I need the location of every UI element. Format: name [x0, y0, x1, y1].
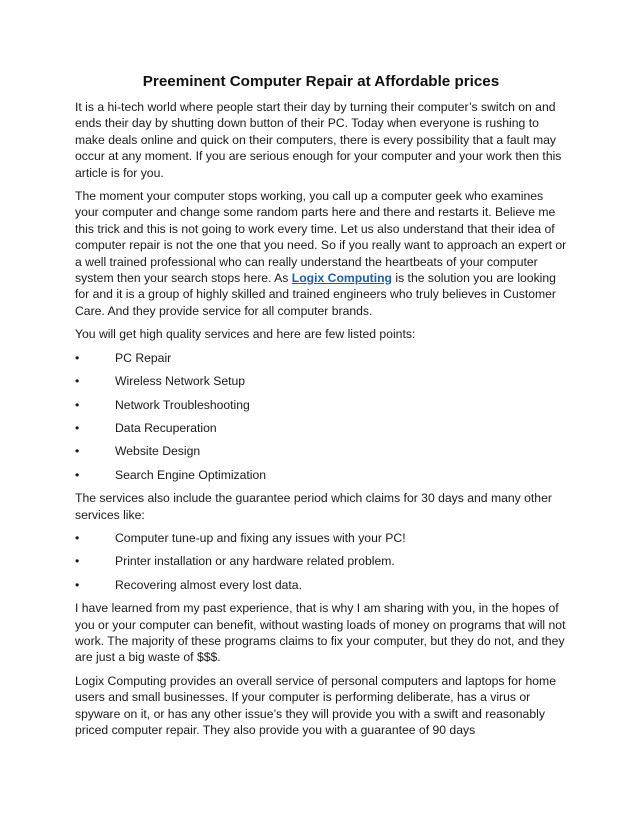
- list-item: [75, 530, 567, 546]
- bullet-icon: •: [75, 577, 80, 592]
- list-item: [75, 443, 567, 459]
- list-item-label: Recovering almost every lost data.: [115, 577, 302, 592]
- document-page: [75, 72, 567, 745]
- services-intro-paragraph: You will get high quality services and here are few listed points:: [75, 327, 416, 342]
- list-item: [75, 553, 567, 569]
- bullet-icon: •: [75, 554, 80, 569]
- problem-paragraph-text-after: is the solution you are looking for and it is a group of highly skilled and trained engineers who truly believes in Customer Care. And they provide service for all computer brands.: [75, 271, 556, 318]
- list-item-label: Website Design: [115, 444, 201, 459]
- list-item-label: Printer installation or any hardware related problem.: [115, 554, 395, 569]
- other-services-list: [75, 530, 567, 593]
- guarantee-paragraph: The services also include the guarantee period which claims for 30 days and many other services like:: [75, 491, 552, 522]
- list-item-label: PC Repair: [115, 350, 172, 365]
- list-item: [75, 577, 567, 593]
- page-title: Preeminent Computer Repair at Affordable prices: [142, 73, 500, 90]
- services-list: [75, 350, 567, 483]
- bullet-icon: •: [75, 530, 80, 545]
- overview-paragraph: Logix Computing provides an overall service of personal computers and laptops for home users and small businesses. If your computer is performing deliberate, has a virus or spyware on it, or has any other issue’s they will provide you with a swift and reasonably priced computer repair. They also provide you with a guarantee of 90 days: [75, 673, 556, 737]
- bullet-icon: •: [75, 467, 80, 482]
- list-item: [75, 350, 567, 366]
- list-item-label: Network Troubleshooting: [115, 397, 250, 412]
- list-item-label: Computer tune-up and fixing any issues with your PC!: [115, 530, 406, 545]
- list-item-label: Search Engine Optimization: [115, 467, 267, 482]
- experience-paragraph: I have learned from my past experience, that is why I am sharing with you, in the hopes of you or your computer can benefit, without wasting loads of money on programs that will not work. The majority of these programs claims to fix your computer, but they do not, and they are just a big waste of $$$.: [75, 601, 566, 665]
- list-item-label: Wireless Network Setup: [115, 374, 246, 389]
- bullet-icon: •: [75, 420, 80, 435]
- list-item: [75, 397, 567, 413]
- list-item: [75, 467, 567, 483]
- bullet-icon: •: [75, 350, 80, 365]
- list-item-label: Data Recuperation: [115, 420, 217, 435]
- list-item: [75, 420, 567, 436]
- bullet-icon: •: [75, 374, 80, 389]
- problem-paragraph: [75, 188, 567, 319]
- problem-paragraph-text-before: The moment your computer stops working, you call up a computer geek who examines your computer and change some random parts here and there and restarts it. Believe me this trick and this is not going to work every time. Let us also understand that their idea of computer repair is not the one that you need. So if you really want to approach an expert or a well trained professional who can really understand the heartbeats of your computer system then your search stops here. As: [75, 189, 567, 286]
- logix-computing-link[interactable]: Logix Computing: [291, 271, 392, 286]
- list-item: [75, 373, 567, 389]
- intro-paragraph: It is a hi-tech world where people start their day by turning their computer’s switch on and ends their day by shutting down button of their PC. Today when everyone is rushing to make deals online and quick on their computers, there is every possibility that a fault may occur at any moment. If you are serious enough for your computer and your work then this article is for you.: [75, 100, 562, 180]
- bullet-icon: •: [75, 397, 80, 412]
- bullet-icon: •: [75, 444, 80, 459]
